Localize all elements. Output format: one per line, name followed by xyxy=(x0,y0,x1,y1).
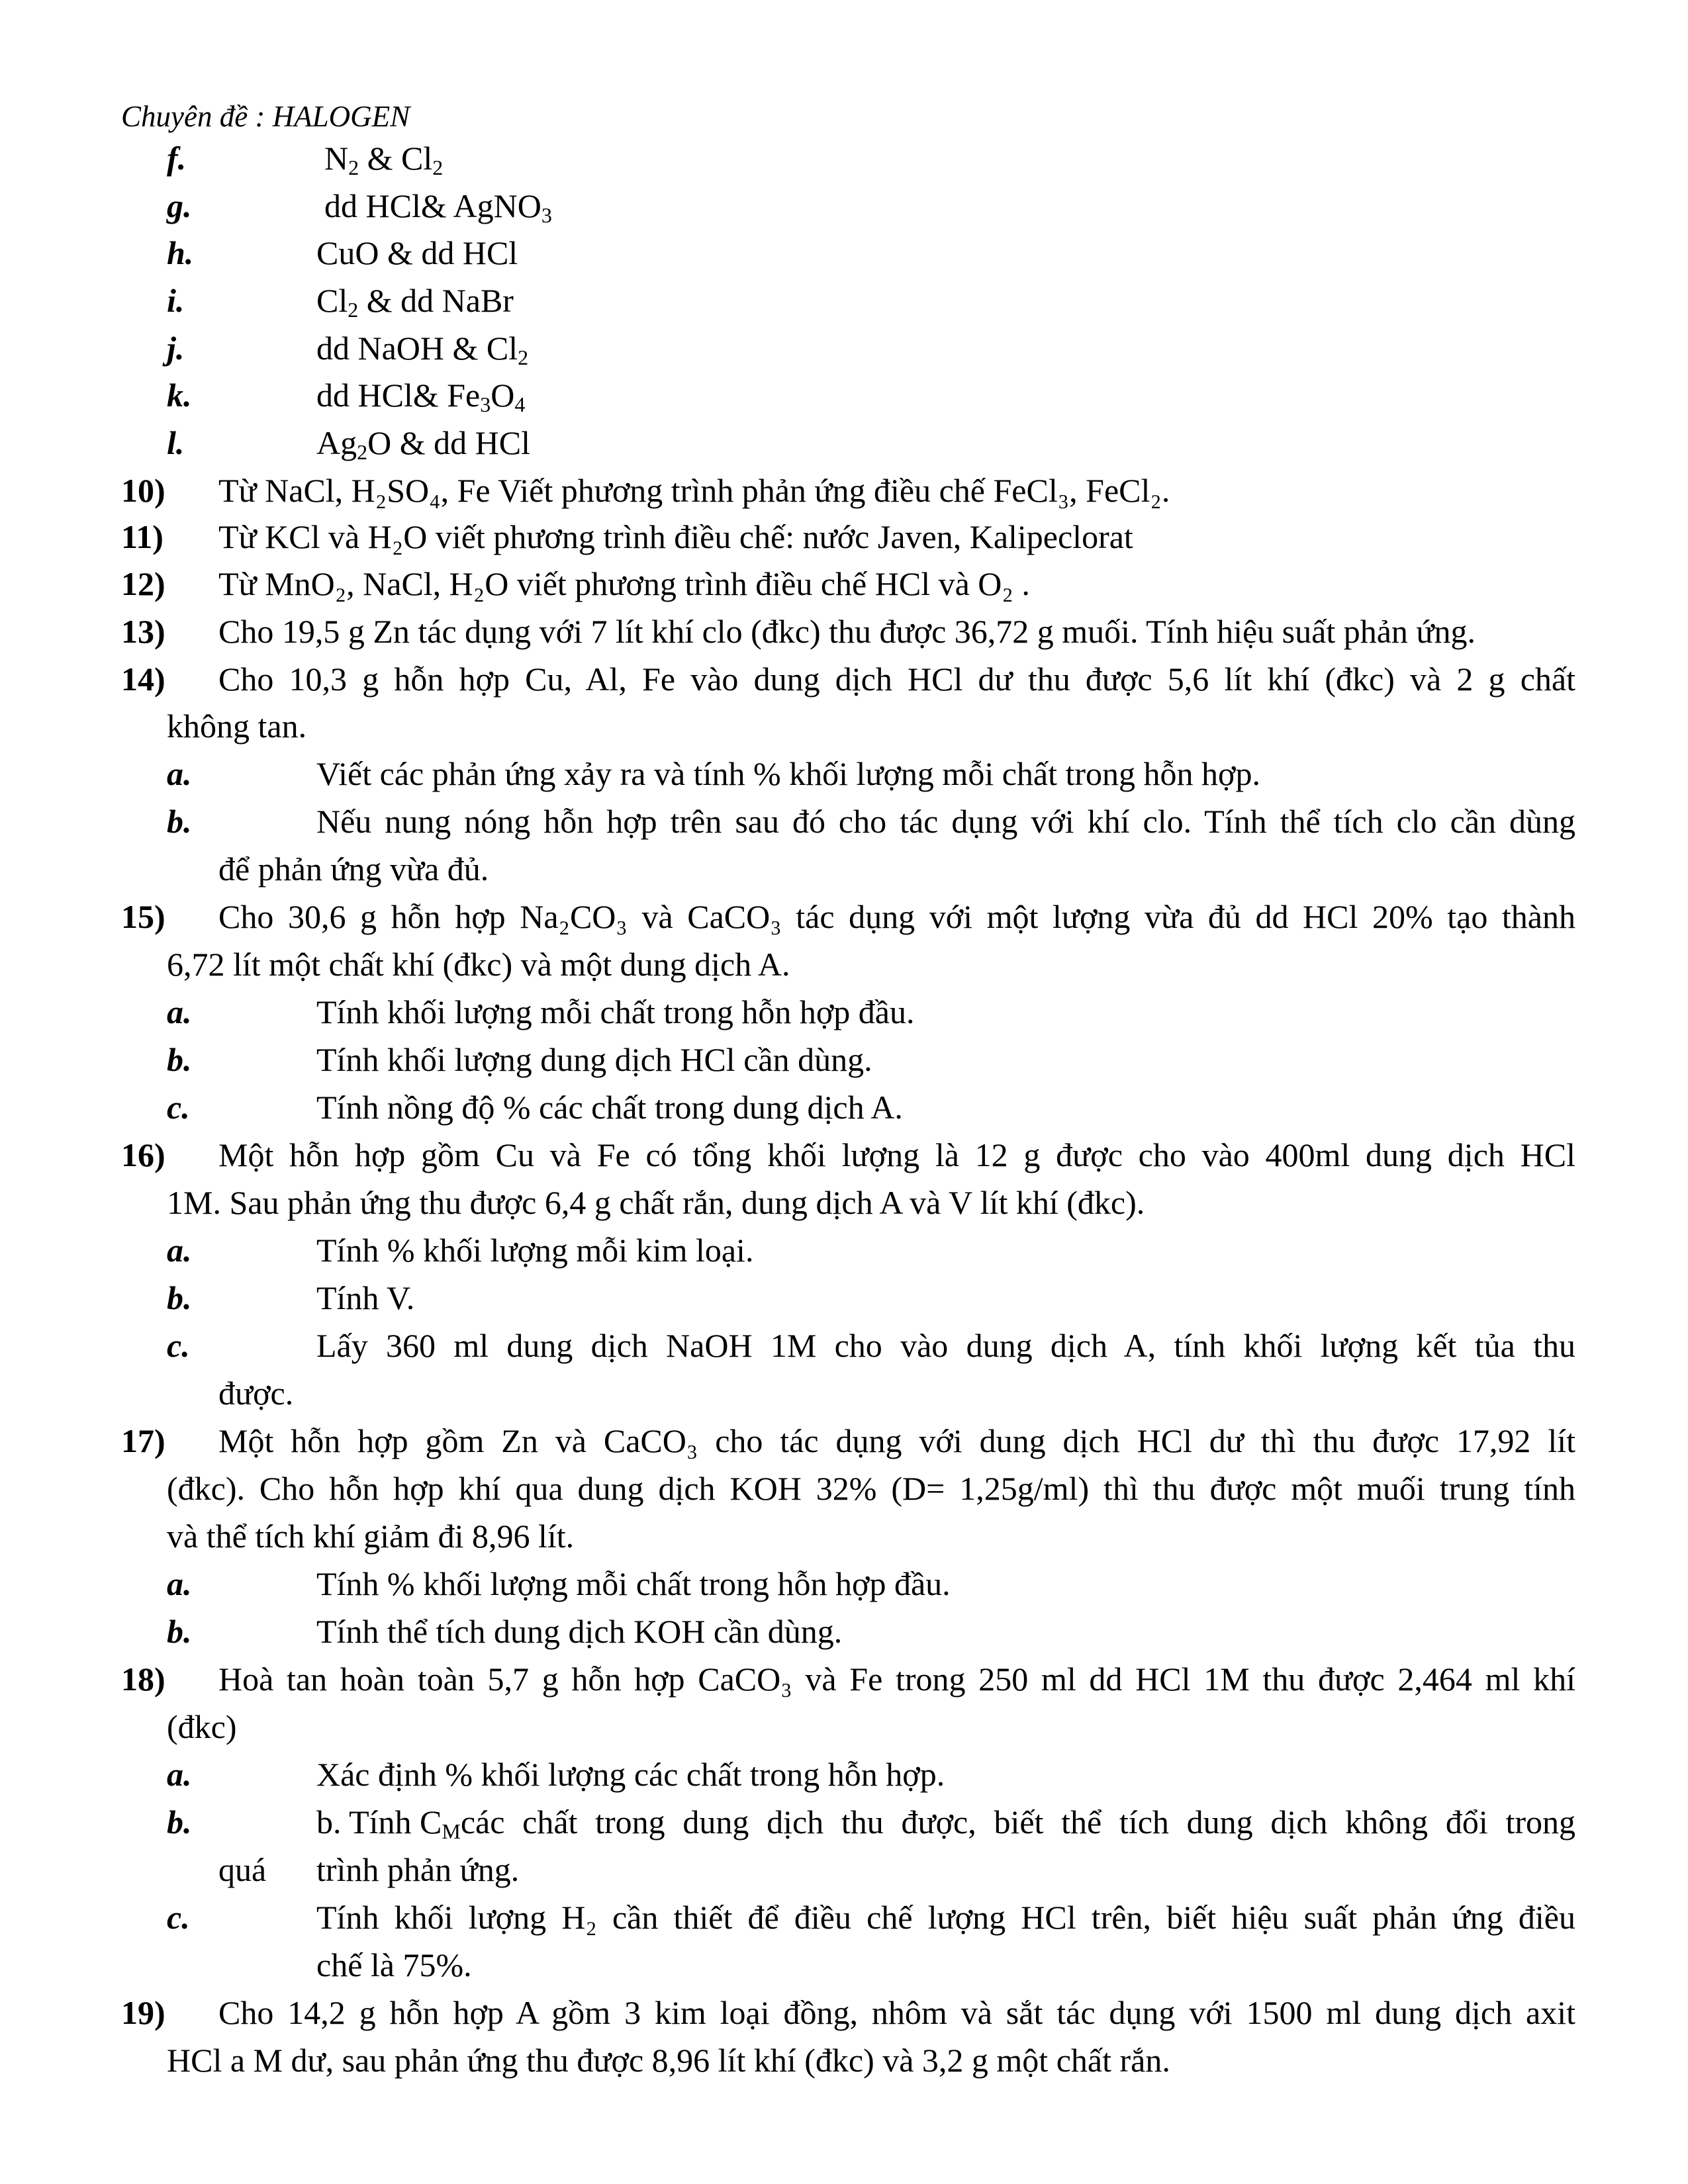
problem-text-cont: 6,72 lít một chất khí (đkc) và một dung dịch A. xyxy=(167,946,790,983)
sub-question: Xác định % khối lượng các chất trong hỗn hợp. xyxy=(316,1756,945,1793)
problem-text-cont: không tan. xyxy=(167,707,307,745)
problem-number: 19) xyxy=(121,1994,165,2031)
problem-number: 13) xyxy=(121,613,165,650)
problem-number: 16) xyxy=(121,1136,165,1173)
problem-text: Cho 14,2 g hỗn hợp A gồm 3 kim loại đồng, nhôm và sắt tác dụng với 1500 ml dung dịch axit xyxy=(218,1994,1575,2031)
sub-question-cont: được. xyxy=(218,1375,294,1412)
list-item-text: dd NaOH & $Cl_2$ xyxy=(316,330,529,369)
list-item-text: $Ag_2O$ & dd HCl xyxy=(316,424,530,464)
list-letter: l. xyxy=(167,424,185,461)
problem-text-cont: 1M. Sau phản ứng thu được 6,4 g chất rắn, dung dịch A và V lít khí (đkc). xyxy=(167,1184,1145,1221)
list-item-text: CuO & dd HCl xyxy=(316,234,518,271)
sub-question: Tính V. xyxy=(316,1279,415,1316)
page-header: Chuyên đề : HALOGEN xyxy=(121,100,410,133)
list-letter: h. xyxy=(167,234,194,271)
problem-text-cont: và thể tích khí giảm đi 8,96 lít. xyxy=(167,1518,575,1555)
problem-text: Từ MnO₂, NaCl, H₂O viết phương trình điều chế HCl và O₂ . xyxy=(218,565,1030,602)
list-letter: g. xyxy=(167,187,192,224)
sub-question: Viết các phản ứng xảy ra và tính % khối lượng mỗi chất trong hỗn hợp. xyxy=(316,755,1260,792)
list-letter: j. xyxy=(167,330,185,367)
sub-letter: c. xyxy=(167,1899,190,1936)
list-item-text: dd HCl& AgNO$_3$ xyxy=(324,187,552,227)
problem-text: Một hỗn hợp gồm Cu và Fe có tổng khối lượng là 12 g được cho vào 400ml dung dịch HCl xyxy=(218,1136,1575,1173)
sub-question: Tính khối lượng dung dịch HCl cần dùng. xyxy=(316,1041,872,1078)
problem-number: 11) xyxy=(121,518,164,555)
sub-letter: a. xyxy=(167,1565,192,1602)
sub-question: Tính % khối lượng mỗi kim loại. xyxy=(316,1232,754,1269)
list-item-text: $N_2$ & $Cl_2$ xyxy=(324,140,444,179)
sub-letter: b. xyxy=(167,1803,192,1841)
sub-question-rest: các chất trong dung dịch thu được, biết thể tích dung dịch không đổi trong xyxy=(460,1803,1575,1841)
problem-number: 17) xyxy=(121,1422,165,1459)
problem-number: 15) xyxy=(121,898,165,935)
problem-number: 10) xyxy=(121,472,165,509)
sub-question: Lấy 360 ml dung dịch NaOH 1M cho vào dung dịch A, tính khối lượng kết tủa thu xyxy=(316,1327,1575,1364)
sub-question-cont: chế là 75%. xyxy=(316,1946,472,1983)
sub-letter: a. xyxy=(167,1232,192,1269)
sub-question-cont: quá xyxy=(218,1851,267,1888)
sub-question: Tính khối lượng mỗi chất trong hỗn hợp đầu. xyxy=(316,993,915,1030)
sub-letter: b. xyxy=(167,1041,192,1078)
sub-letter: a. xyxy=(167,1756,192,1793)
sub-question-prefix: b. Tính $C_M$ xyxy=(316,1803,461,1843)
problem-text: Cho 10,3 g hỗn hợp Cu, Al, Fe vào dung dịch HCl dư thu được 5,6 lít khí (đkc) và 2 g chất xyxy=(218,660,1575,698)
sub-letter: b. xyxy=(167,1279,192,1316)
sub-question-cont: để phản ứng vừa đủ. xyxy=(218,850,489,887)
sub-question: Tính thể tích dung dịch KOH cần dùng. xyxy=(316,1613,843,1650)
problem-text-cont: HCl a M dư, sau phản ứng thu được 8,96 lít khí (đkc) và 3,2 g một chất rắn. xyxy=(167,2042,1170,2079)
problem-text: Từ NaCl, H₂SO₄, Fe Viết phương trình phản ứng điều chế FeCl₃, FeCl₂. xyxy=(218,472,1170,509)
sub-question-cont: trình phản ứng. xyxy=(316,1851,520,1888)
sub-question: Tính khối lượng H₂ cần thiết để điều chế lượng HCl trên, biết hiệu suất phản ứng điều xyxy=(316,1899,1575,1936)
list-letter: k. xyxy=(167,377,192,414)
sub-letter: c. xyxy=(167,1089,190,1126)
problem-text: Hoà tan hoàn toàn 5,7 g hỗn hợp CaCO₃ và Fe trong 250 ml dd HCl 1M thu được 2,464 ml khí xyxy=(218,1661,1575,1698)
sub-letter: a. xyxy=(167,755,192,792)
problem-text: Cho 30,6 g hỗn hợp Na₂CO₃ và CaCO₃ tác dụng với một lượng vừa đủ dd HCl 20% tạo thành xyxy=(218,898,1575,935)
problem-text-cont: (đkc). Cho hỗn hợp khí qua dung dịch KOH 32% (D= 1,25g/ml) thì thu được một muối trung tính xyxy=(167,1470,1575,1507)
sub-question xyxy=(316,1803,1575,1841)
list-letter: f. xyxy=(167,140,187,177)
problem-text: Từ KCl và H₂O viết phương trình điều chế: nước Javen, Kalipeclorat xyxy=(218,518,1133,555)
sub-question: Tính % khối lượng mỗi chất trong hỗn hợp đầu. xyxy=(316,1565,951,1602)
sub-letter: a. xyxy=(167,993,192,1030)
list-item-text: $Cl_2$ & dd NaBr xyxy=(316,282,514,322)
sub-question: Nếu nung nóng hỗn hợp trên sau đó cho tác dụng với khí clo. Tính thể tích clo cần dùng xyxy=(316,803,1575,840)
sub-letter: b. xyxy=(167,803,192,840)
problem-text-cont: (đkc) xyxy=(167,1708,237,1745)
problem-number: 12) xyxy=(121,565,165,602)
sub-letter: c. xyxy=(167,1327,190,1364)
problem-number: 18) xyxy=(121,1661,165,1698)
problem-number: 14) xyxy=(121,660,165,698)
sub-letter: b. xyxy=(167,1613,192,1650)
list-letter: i. xyxy=(167,282,185,319)
problem-text: Một hỗn hợp gồm Zn và CaCO₃ cho tác dụng với dung dịch HCl dư thì thu được 17,92 lít xyxy=(218,1422,1575,1459)
sub-question: Tính nồng độ % các chất trong dung dịch A. xyxy=(316,1089,903,1126)
list-item-text: dd HCl& $Fe_3O_4$ xyxy=(316,377,526,416)
problem-text: Cho 19,5 g Zn tác dụng với 7 lít khí clo (đkc) thu được 36,72 g muối. Tính hiệu suất phản ứng. xyxy=(218,613,1476,650)
